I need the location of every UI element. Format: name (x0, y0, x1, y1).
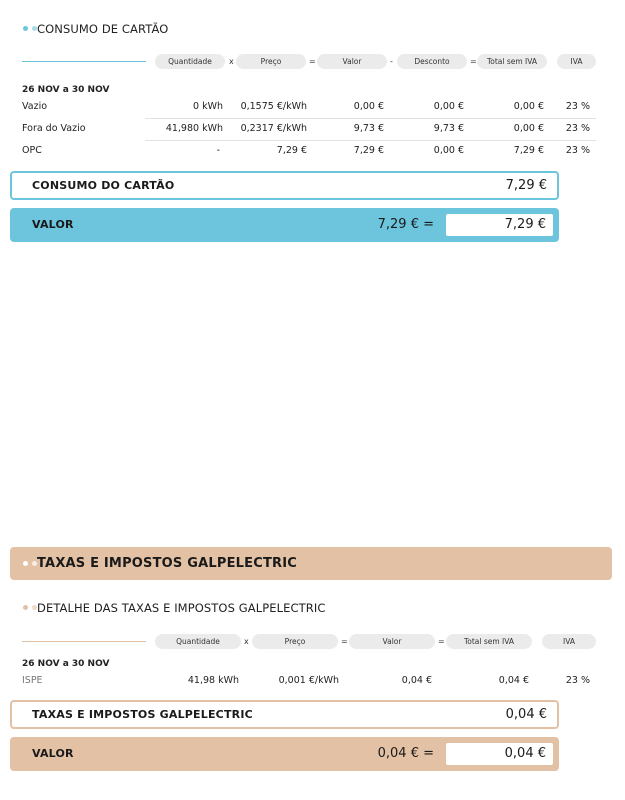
row-label: Vazio (22, 101, 48, 112)
header-valor: Valor (349, 634, 435, 649)
header-valor: Valor (317, 54, 387, 69)
valor-total-amount: 0,04 € (504, 746, 546, 761)
valor-label: VALOR (32, 747, 74, 760)
bullet-dot-icon (23, 561, 28, 566)
cell-preco: 0,2317 €/kWh (240, 123, 307, 134)
taxes-band (10, 547, 612, 580)
header-iva: IVA (542, 634, 596, 649)
period-label: 26 NOV a 30 NOV (22, 659, 110, 669)
cell-preco: 7,29 € (276, 145, 307, 156)
cell-total: 0,00 € (513, 123, 544, 134)
cell-iva: 23 % (565, 101, 590, 112)
cell-valor: 0,04 € (401, 675, 432, 686)
op-equals: = (470, 57, 477, 66)
cell-preco: 0,1575 €/kWh (240, 101, 307, 112)
header-quantidade: Quantidade (155, 634, 241, 649)
subtotal-label: TAXAS E IMPOSTOS GALPELECTRIC (32, 708, 253, 721)
header-quantidade: Quantidade (155, 54, 225, 69)
valor-computed: 7,29 € = (377, 217, 434, 232)
valor-total-amount: 7,29 € (504, 217, 546, 232)
subtotal-amount: 0,04 € (505, 707, 547, 722)
cell-quantidade: 41,980 kWh (165, 123, 223, 134)
period-label: 26 NOV a 30 NOV (22, 85, 110, 95)
op-equals: = (309, 57, 316, 66)
valor-total-field (446, 214, 553, 236)
taxes-band-title: TAXAS E IMPOSTOS GALPELECTRIC (37, 556, 298, 571)
cell-quantidade: 0 kWh (193, 101, 223, 112)
row-label: OPC (22, 145, 42, 156)
valor-total-field (446, 743, 553, 765)
op-equals: = (438, 637, 445, 646)
header-iva: IVA (557, 54, 596, 69)
cell-total: 0,04 € (498, 675, 529, 686)
header-total-sem-iva: Total sem IVA (446, 634, 532, 649)
cell-valor: 9,73 € (353, 123, 384, 134)
cell-valor: 7,29 € (353, 145, 384, 156)
bullet-dot-icon (23, 605, 28, 610)
cell-iva: 23 % (565, 123, 590, 134)
section-title: DETALHE DAS TAXAS E IMPOSTOS GALPELECTRIC (37, 601, 326, 615)
cell-desconto: 0,00 € (433, 145, 464, 156)
cell-desconto: 0,00 € (433, 101, 464, 112)
valor-box (10, 208, 559, 242)
valor-computed: 0,04 € = (377, 746, 434, 761)
op-multiply: x (244, 637, 249, 646)
cell-valor: 0,00 € (353, 101, 384, 112)
op-multiply: x (229, 57, 234, 66)
subtotal-box (10, 700, 559, 729)
row-label: ISPE (22, 675, 43, 686)
header-desconto: Desconto (397, 54, 467, 69)
subtotal-label: CONSUMO DO CARTÃO (32, 179, 175, 192)
header-preco: Preço (252, 634, 338, 649)
op-minus: - (390, 57, 393, 66)
cell-quantidade: - (216, 145, 220, 156)
bullet-dot-icon (23, 26, 28, 31)
cell-iva: 23 % (565, 145, 590, 156)
subtotal-amount: 7,29 € (505, 178, 547, 193)
header-rule (22, 641, 146, 642)
row-label: Fora do Vazio (22, 123, 86, 134)
row-divider (145, 140, 596, 141)
header-rule (22, 61, 146, 62)
section-title: CONSUMO DE CARTÃO (37, 22, 169, 36)
valor-label: VALOR (32, 218, 74, 231)
cell-desconto: 9,73 € (433, 123, 464, 134)
row-divider (145, 118, 596, 119)
cell-iva: 23 % (565, 675, 590, 686)
cell-quantidade: 41,98 kWh (187, 675, 239, 686)
op-equals: = (341, 637, 348, 646)
subtotal-box (10, 171, 559, 200)
cell-total: 7,29 € (513, 145, 544, 156)
header-total-sem-iva: Total sem IVA (477, 54, 547, 69)
valor-box (10, 737, 559, 771)
cell-preco: 0,001 €/kWh (278, 675, 339, 686)
cell-total: 0,00 € (513, 101, 544, 112)
header-preco: Preço (236, 54, 306, 69)
